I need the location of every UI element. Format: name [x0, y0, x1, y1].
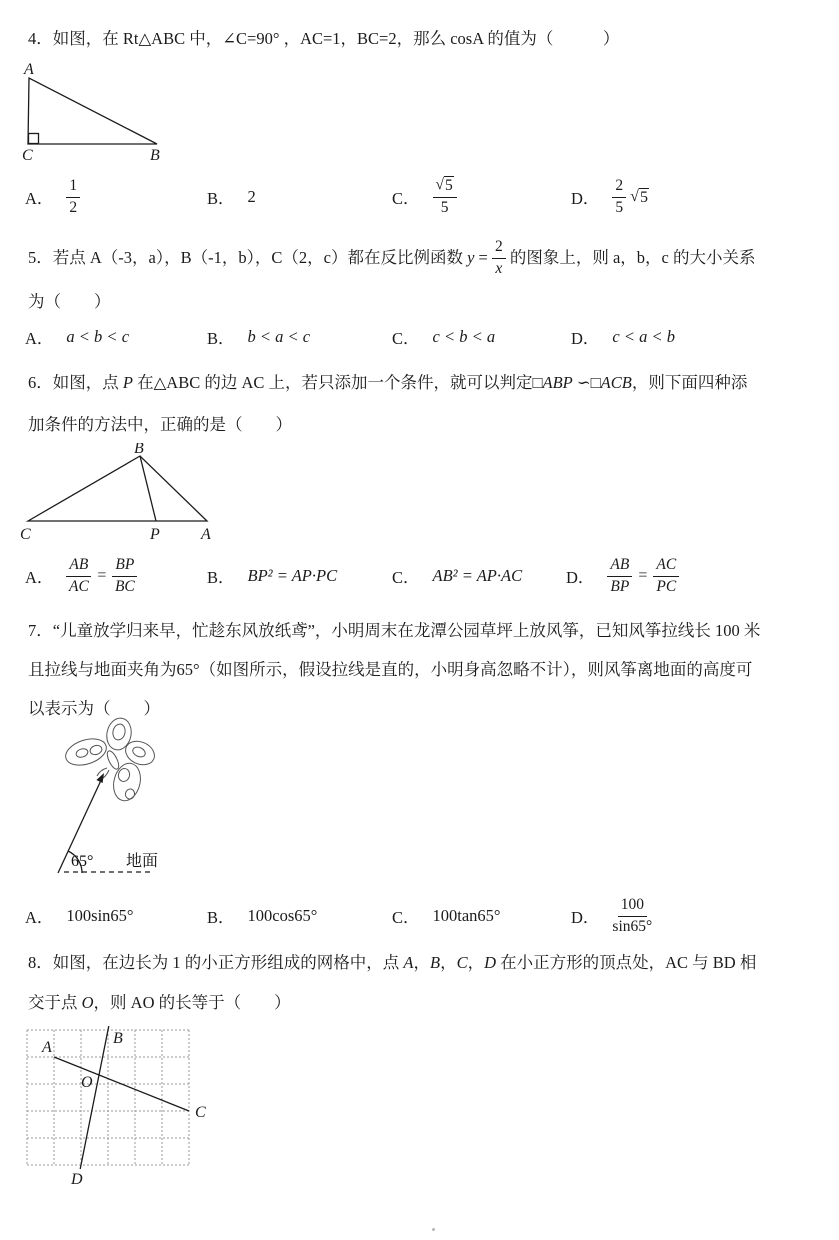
fraction: $\frac{AC}{PC}$ — [653, 556, 679, 596]
question-4-options — [25, 173, 831, 221]
vertex-label-c: C — [22, 147, 33, 164]
fraction-2-over-x: $\frac{2}{x}$ — [492, 238, 506, 278]
option-label: A． — [25, 908, 54, 927]
segment-bd — [80, 1026, 109, 1169]
option-label: D． — [571, 189, 600, 208]
figure-triangle-with-cevian — [20, 443, 245, 548]
fraction: √ 5 5 — [433, 176, 457, 217]
option-label: B． — [207, 189, 235, 208]
option-b: B． 100cos65° — [207, 906, 318, 927]
figure-right-triangle — [20, 60, 200, 165]
fraction: $\frac{100}{\sin 65^\circ}$ — [612, 895, 653, 935]
option-c: C． c < b < a — [392, 327, 496, 348]
option-label: B． — [207, 568, 235, 587]
question-7-stem-line2: 且拉线与地面夹角为65°（如图所示，假设拉线是直的，小明身高忽略不计），则风筝离地面的高度可 — [28, 660, 753, 679]
radical: √ 5 — [435, 176, 453, 195]
point-label-d: D — [71, 1171, 83, 1188]
point-label-o: O — [81, 1074, 93, 1091]
option-b: B． 2 — [207, 187, 256, 208]
option-label: A． — [25, 329, 54, 348]
figure-lattice-grid — [25, 1026, 235, 1188]
question-6-stem-line1: 6．如图，点 P 在△ABC 的边 AC 上，若只添加一个条件，就可以判定□ABP ∽□ACB，则下面四种添 — [28, 373, 748, 392]
vertex-label-a: A — [201, 526, 211, 543]
question-6-options — [25, 551, 831, 601]
option-b: B． b < a < c — [207, 327, 311, 348]
option-label: D． — [566, 568, 595, 587]
question-5-stem-line2: 为（ ） — [28, 292, 111, 311]
vertex-label-b: B — [150, 147, 160, 164]
question-8-stem-line2: 交于点 O，则 AO 的长等于（ ） — [28, 993, 291, 1012]
var-y: y — [467, 248, 475, 267]
option-d: D． c < a < b — [571, 327, 676, 348]
point-label-p: P — [150, 526, 160, 543]
radical: √ 5 — [630, 187, 648, 206]
fraction: $\frac{AB}{BP}$ — [607, 556, 632, 596]
option-c — [392, 173, 457, 221]
fraction: $\frac{AB}{AC}$ — [66, 556, 91, 596]
angle-value-label: 65° — [71, 853, 94, 870]
question-5-options — [25, 322, 831, 352]
point-label-a: A — [42, 1039, 52, 1056]
option-label: B． — [207, 329, 235, 348]
option-d — [571, 891, 652, 941]
figure-kite-angle — [40, 712, 205, 887]
question-6-stem-line2: 加条件的方法中，正确的是（ ） — [28, 415, 292, 434]
question-8-stem-line1: 8．如图，在边长为 1 的小正方形组成的网格中，点 A，B，C，D 在小正方形的顶点处，AC 与 BD 相 — [28, 953, 757, 972]
scan-artifact-dot — [432, 1228, 435, 1231]
option-c: C． 100tan65° — [392, 906, 501, 927]
point-label-b: B — [113, 1030, 123, 1047]
option-label: A． — [25, 568, 54, 587]
option-b: B． BP² = AP·PC — [207, 566, 338, 587]
question-5-stem-line1: 5．若点 A（-3，a），B（-1，b），C（2，c）都在反比例函数 y = $\frac{2}{x}$ 的图象上，则 a，b，c 的大小关系 — [28, 237, 756, 277]
option-a: A． $\frac{AB}{AC}$ = $\frac{BP}{BC}$ — [25, 551, 137, 601]
butterfly-kite-icon — [62, 716, 158, 804]
vertex-label-c: C — [20, 526, 31, 543]
option-label: D． — [571, 329, 600, 348]
option-d: D． $\frac{AB}{BP}$ = $\frac{AC}{PC}$ — [566, 551, 679, 601]
option-label: C． — [392, 908, 420, 927]
option-a — [25, 173, 80, 221]
option-label: A． — [25, 189, 54, 208]
option-label: C． — [392, 329, 420, 348]
ground-label: 地面 — [126, 853, 159, 870]
question-7-options — [25, 891, 831, 941]
vertex-label-b: B — [134, 443, 144, 457]
option-label: C． — [392, 568, 420, 587]
triangle-cba-outline — [28, 456, 207, 521]
option-label: D． — [571, 908, 600, 927]
segment-bp — [140, 456, 156, 521]
option-a: A． a < b < c — [25, 327, 130, 348]
fraction: $\frac{2}{5}$ — [612, 177, 626, 217]
fraction: $\frac{BP}{BC}$ — [112, 556, 137, 596]
fraction: $\frac{1}{2}$ — [66, 177, 80, 217]
option-c: C． AB² = AP·AC — [392, 566, 523, 587]
point-label-c: C — [195, 1104, 206, 1121]
option-d — [571, 173, 649, 221]
option-label: C． — [392, 189, 420, 208]
question-7-stem-line3: 以表示为（ ） — [28, 699, 160, 718]
question-7-stem-line1: 7．“儿童放学归来早，忙趁东风放纸鸢”，小明周末在龙潭公园草坪上放风筝，已知风筝拉线长 100 米 — [28, 621, 761, 640]
question-4-stem: 4．如图，在 Rt△ABC 中，∠C=90° ，AC=1，BC=2，那么 cosA 的值为（ ） — [28, 29, 620, 48]
vertex-label-a: A — [24, 61, 34, 78]
triangle-abc-outline — [28, 78, 157, 144]
option-label: B． — [207, 908, 235, 927]
right-angle-marker — [29, 134, 39, 144]
option-a: A． 100sin65° — [25, 906, 134, 927]
